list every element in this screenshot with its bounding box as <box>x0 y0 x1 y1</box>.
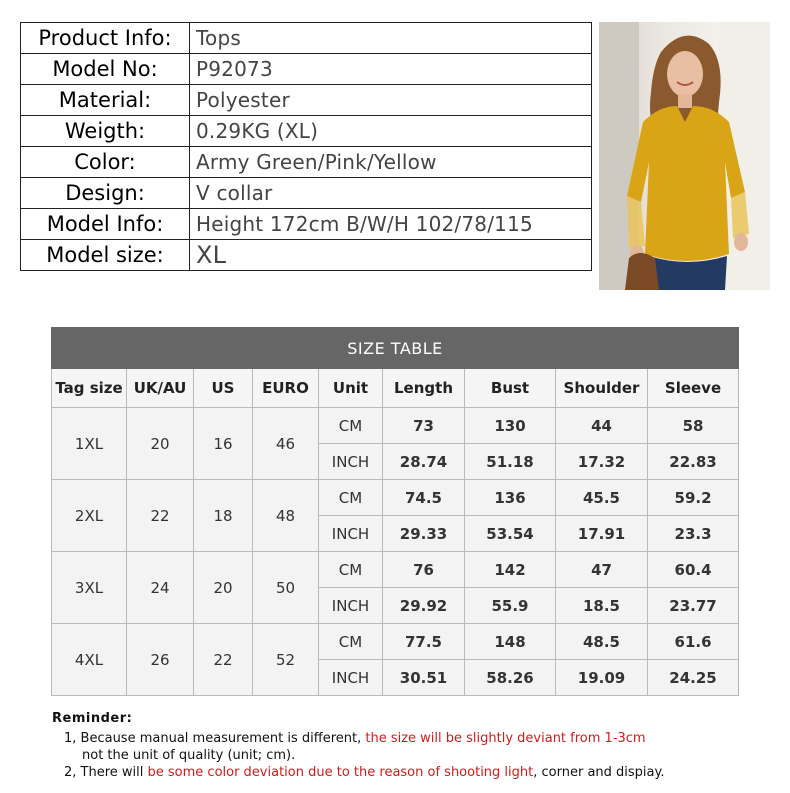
info-row <box>21 240 592 271</box>
size-cell-inch-unit: INCH <box>319 516 383 552</box>
size-cell-tag: 1XL <box>52 408 127 480</box>
size-cell-inch-sleeve: 23.3 <box>648 516 739 552</box>
info-value: Army Green/Pink/Yellow <box>190 147 592 178</box>
size-cell-cm-shoulder: 44 <box>556 408 648 444</box>
size-cell-tag: 2XL <box>52 480 127 552</box>
size-header-cell: US <box>194 369 253 408</box>
info-value: Height 172cm B/W/H 102/78/115 <box>190 209 592 240</box>
size-cell-cm-shoulder: 45.5 <box>556 480 648 516</box>
jeans <box>649 256 727 290</box>
size-cell-inch-shoulder: 18.5 <box>556 588 648 624</box>
size-cell-cm-shoulder: 48.5 <box>556 624 648 660</box>
size-cell-inch-unit: INCH <box>319 588 383 624</box>
size-table-body <box>52 408 739 696</box>
size-cell-cm-length: 74.5 <box>383 480 465 516</box>
size-cell-inch-bust: 51.18 <box>465 444 556 480</box>
reminder-line-1-highlight: the size will be slightly deviant from 1-3cm <box>365 731 646 746</box>
size-cell-inch-length: 29.33 <box>383 516 465 552</box>
size-cell-inch-sleeve: 24.25 <box>648 660 739 696</box>
size-cell-cm-sleeve: 60.4 <box>648 552 739 588</box>
reminder-line-1-continued: not the unit of quality (unit; cm). <box>82 748 296 763</box>
size-header-cell: Unit <box>319 369 383 408</box>
info-row <box>21 116 592 147</box>
model-photo-illustration <box>599 22 770 290</box>
info-value: V collar <box>190 178 592 209</box>
info-label: Model Info: <box>21 209 190 240</box>
size-cell-inch-sleeve: 22.83 <box>648 444 739 480</box>
size-cell-inch-bust: 53.54 <box>465 516 556 552</box>
size-cell-uk: 20 <box>127 408 194 480</box>
reminder <box>52 710 664 781</box>
info-row <box>21 85 592 116</box>
size-cell-cm-bust: 136 <box>465 480 556 516</box>
size-cell-cm-unit: CM <box>319 552 383 588</box>
size-cell-inch-bust: 58.26 <box>465 660 556 696</box>
size-cell-cm-length: 77.5 <box>383 624 465 660</box>
info-label: Model size: <box>21 240 190 271</box>
size-cell-inch-bust: 55.9 <box>465 588 556 624</box>
size-cell-cm-unit: CM <box>319 408 383 444</box>
size-header-cell: UK/AU <box>127 369 194 408</box>
size-cell-inch-unit: INCH <box>319 444 383 480</box>
size-cell-inch-length: 30.51 <box>383 660 465 696</box>
reminder-line-2-highlight: be some color deviation due to the reason of shooting light <box>147 765 534 780</box>
hand-right <box>734 233 748 251</box>
size-cell-cm-bust: 148 <box>465 624 556 660</box>
size-row-cm <box>52 408 739 444</box>
size-row-cm <box>52 480 739 516</box>
size-cell-cm-length: 73 <box>383 408 465 444</box>
size-cell-us: 16 <box>194 408 253 480</box>
size-cell-cm-bust: 142 <box>465 552 556 588</box>
size-cell-uk: 24 <box>127 552 194 624</box>
size-cell-cm-sleeve: 61.6 <box>648 624 739 660</box>
reminder-line-1-text: 1, Because manual measurement is different, <box>64 731 366 746</box>
lace-sleeve-left <box>627 196 645 248</box>
size-cell-us: 18 <box>194 480 253 552</box>
product-info-table <box>20 22 592 271</box>
reminder-line-2-text: 2, There will <box>64 765 148 780</box>
size-cell-euro: 50 <box>253 552 319 624</box>
info-value: Polyester <box>190 85 592 116</box>
info-label: Color: <box>21 147 190 178</box>
size-cell-inch-sleeve: 23.77 <box>648 588 739 624</box>
size-cell-euro: 48 <box>253 480 319 552</box>
size-cell-uk: 22 <box>127 480 194 552</box>
reminder-line-1 <box>52 730 664 747</box>
size-header-cell: Bust <box>465 369 556 408</box>
size-cell-cm-shoulder: 47 <box>556 552 648 588</box>
size-cell-tag: 4XL <box>52 624 127 696</box>
info-label: Model No: <box>21 54 190 85</box>
size-cell-inch-shoulder: 17.91 <box>556 516 648 552</box>
size-header-cell: Shoulder <box>556 369 648 408</box>
info-row <box>21 209 592 240</box>
face <box>667 51 703 97</box>
size-table-header-row <box>52 369 739 408</box>
info-row <box>21 147 592 178</box>
reminder-line-2-end: , corner and dispiay. <box>533 765 665 780</box>
size-cell-inch-shoulder: 19.09 <box>556 660 648 696</box>
size-cell-cm-unit: CM <box>319 480 383 516</box>
info-value: Tops <box>190 23 592 54</box>
size-row-cm <box>52 552 739 588</box>
size-table-title: SIZE TABLE <box>52 328 739 369</box>
info-row <box>21 54 592 85</box>
reminder-title: Reminder: <box>52 711 133 726</box>
info-value: 0.29KG (XL) <box>190 116 592 147</box>
size-cell-cm-sleeve: 58 <box>648 408 739 444</box>
model-photo <box>599 22 770 290</box>
size-cell-cm-unit: CM <box>319 624 383 660</box>
info-value: XL <box>190 240 592 271</box>
size-cell-inch-length: 29.92 <box>383 588 465 624</box>
size-cell-cm-length: 76 <box>383 552 465 588</box>
reminder-line-2 <box>52 764 664 781</box>
size-cell-us: 20 <box>194 552 253 624</box>
handbag <box>625 253 659 290</box>
size-cell-inch-shoulder: 17.32 <box>556 444 648 480</box>
info-label: Product Info: <box>21 23 190 54</box>
size-header-cell: Sleeve <box>648 369 739 408</box>
size-header-cell: Length <box>383 369 465 408</box>
size-cell-inch-length: 28.74 <box>383 444 465 480</box>
info-label: Weigth: <box>21 116 190 147</box>
size-cell-inch-unit: INCH <box>319 660 383 696</box>
size-table <box>51 327 739 696</box>
info-label: Design: <box>21 178 190 209</box>
size-header-cell: Tag size <box>52 369 127 408</box>
info-row <box>21 23 592 54</box>
size-cell-cm-sleeve: 59.2 <box>648 480 739 516</box>
size-cell-cm-bust: 130 <box>465 408 556 444</box>
info-row <box>21 178 592 209</box>
size-row-cm <box>52 624 739 660</box>
product-info-body <box>21 23 592 271</box>
neck <box>678 94 692 108</box>
info-value: P92073 <box>190 54 592 85</box>
size-cell-euro: 46 <box>253 408 319 480</box>
size-cell-uk: 26 <box>127 624 194 696</box>
size-cell-tag: 3XL <box>52 552 127 624</box>
size-cell-euro: 52 <box>253 624 319 696</box>
size-cell-us: 22 <box>194 624 253 696</box>
info-label: Material: <box>21 85 190 116</box>
size-header-cell: EURO <box>253 369 319 408</box>
